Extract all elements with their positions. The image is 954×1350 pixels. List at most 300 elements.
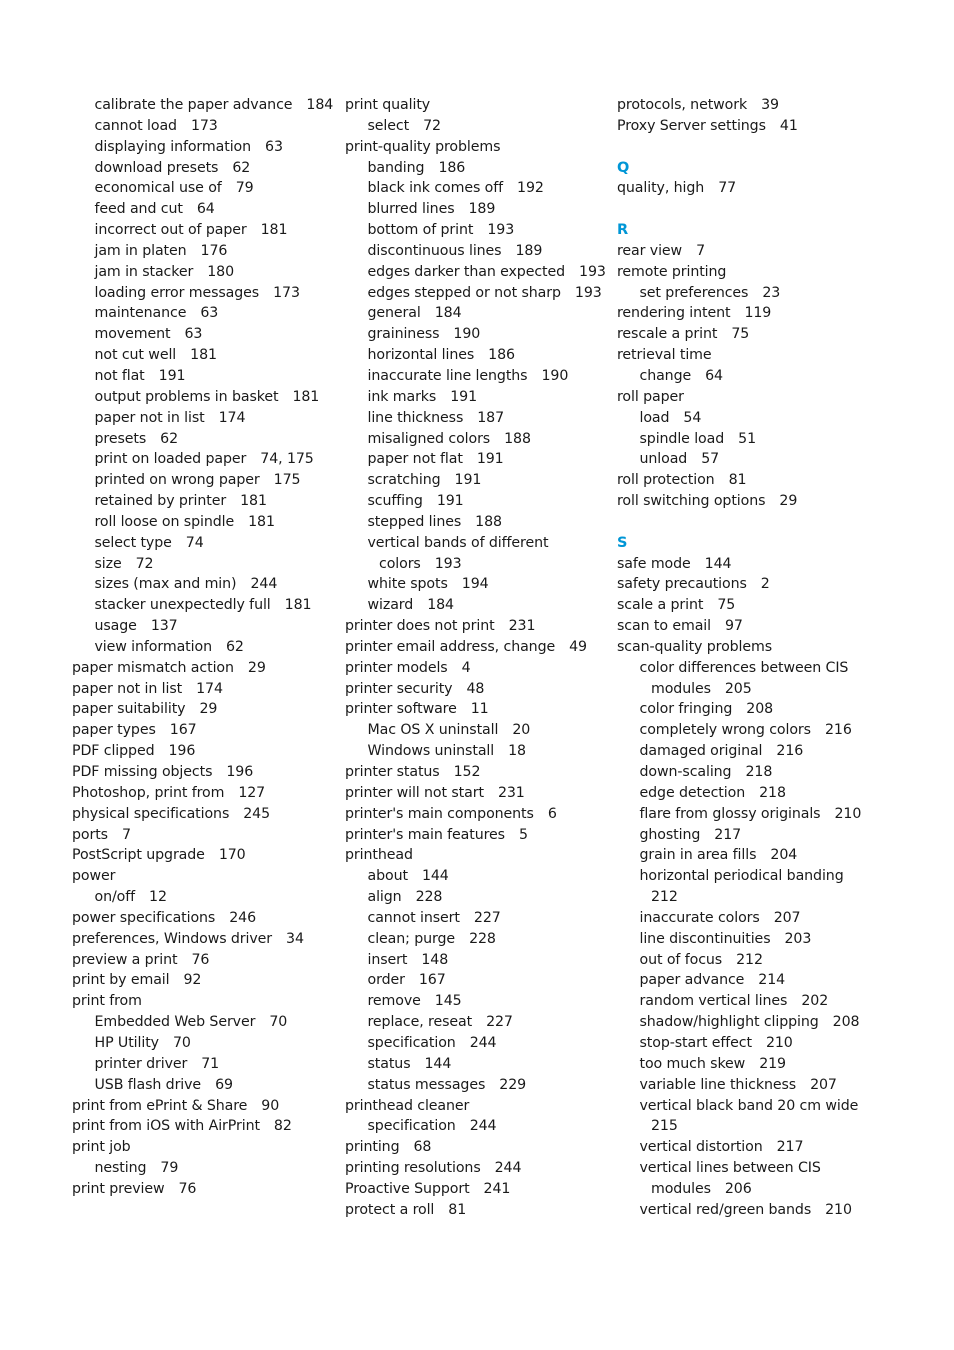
- index-term: print by email: [72, 972, 170, 989]
- index-entry: [72, 616, 332, 637]
- index-entry: [617, 449, 917, 470]
- page-reference-link[interactable]: 245: [243, 805, 271, 822]
- page-reference-link[interactable]: 63: [184, 326, 203, 343]
- index-term: vertical lines between CIS: [639, 1160, 821, 1177]
- page-reference-link[interactable]: 39: [761, 97, 779, 113]
- index-entry: [617, 491, 917, 512]
- index-entry: [617, 470, 917, 491]
- index-term: line thickness: [367, 409, 464, 426]
- page-reference-link[interactable]: 212: [736, 951, 763, 968]
- page-reference-link[interactable]: 62: [160, 430, 178, 447]
- index-entry: [617, 991, 917, 1012]
- index-entry: [617, 429, 917, 450]
- index-entry: [345, 762, 607, 783]
- page-reference-link[interactable]: 204: [770, 847, 798, 864]
- index-entry: [72, 908, 332, 929]
- index-term: ghosting: [639, 826, 701, 843]
- index-term: printer status: [345, 764, 440, 780]
- index-term: preferences, Windows driver: [72, 930, 273, 947]
- page-reference-link[interactable]: 189: [468, 201, 496, 218]
- index-entry: [72, 429, 332, 450]
- page-reference-link[interactable]: 208: [746, 701, 774, 718]
- index-term: PostScript upgrade: [72, 847, 205, 864]
- index-entry: [345, 1075, 607, 1096]
- index-term: select: [367, 117, 410, 134]
- page-reference-link[interactable]: 184: [434, 305, 462, 322]
- page-reference-link[interactable]: 210: [825, 1201, 852, 1218]
- page-reference-link[interactable]: 216: [776, 743, 804, 760]
- page-reference-link[interactable]: 64: [705, 367, 723, 384]
- page-reference-link[interactable]: 62: [232, 159, 251, 176]
- page-reference-link[interactable]: 2: [760, 576, 770, 593]
- page-reference-link[interactable]: 144: [424, 1055, 452, 1072]
- index-entry: [72, 658, 332, 679]
- index-term: roll paper: [617, 388, 684, 405]
- index-term: print on loaded paper: [94, 451, 247, 468]
- index-entry: [345, 1158, 607, 1179]
- page-reference-link[interactable]: 210: [834, 805, 862, 822]
- page-reference-link[interactable]: 210: [765, 1034, 793, 1051]
- index-term: Embedded Web Server: [94, 1014, 256, 1031]
- page-reference-link[interactable]: 71: [201, 1055, 220, 1072]
- index-term: printer software: [345, 701, 457, 718]
- page-reference-link[interactable]: 49: [569, 638, 587, 655]
- index-entry: [617, 783, 917, 804]
- index-term: black ink comes off: [367, 180, 504, 197]
- index-entry: [345, 616, 607, 637]
- index-entry: [345, 804, 607, 825]
- page-reference-link[interactable]: 189: [515, 242, 543, 259]
- index-term: color differences between CIS: [639, 659, 849, 676]
- index-term: PDF missing objects: [72, 764, 213, 780]
- page-reference-link[interactable]: 152: [453, 764, 481, 780]
- page-reference-link[interactable]: 216: [824, 722, 852, 739]
- page-reference-link[interactable]: 207: [773, 909, 801, 926]
- page-reference-link[interactable]: 190: [541, 367, 569, 384]
- index-entry: [72, 637, 332, 658]
- page-reference-link[interactable]: 29: [779, 493, 798, 510]
- index-term: safety precautions: [617, 576, 747, 593]
- page-reference-link[interactable]: 51: [738, 430, 756, 447]
- index-entry: [345, 1012, 607, 1033]
- index-entry: [617, 762, 917, 783]
- index-entry: [72, 470, 332, 491]
- page-reference-link[interactable]: 20: [512, 722, 531, 739]
- page-reference-link[interactable]: 181: [260, 222, 288, 239]
- page-reference-link[interactable]: 76: [191, 951, 210, 968]
- index-term: white spots: [367, 576, 448, 593]
- index-term: flare from glossy originals: [639, 805, 821, 822]
- index-entry: [345, 887, 607, 908]
- page-reference-link[interactable]: 92: [183, 972, 202, 989]
- page-reference-link[interactable]: 64: [196, 201, 215, 218]
- index-entry: [72, 533, 332, 554]
- page-reference-link[interactable]: 70: [269, 1014, 288, 1031]
- page-reference-link[interactable]: 181: [190, 347, 217, 364]
- page-reference-link[interactable]: 81: [448, 1201, 467, 1218]
- page-reference-link[interactable]: 57: [701, 451, 720, 468]
- index-entry: [345, 283, 607, 304]
- page-reference-link[interactable]: 196: [168, 743, 196, 760]
- index-term: change: [639, 367, 692, 384]
- index-term: power specifications: [72, 909, 216, 926]
- index-entry: [72, 324, 332, 345]
- index-section-letter: Q: [617, 159, 630, 176]
- page-reference-link[interactable]: 184: [306, 97, 334, 113]
- index-term: not cut well: [94, 347, 177, 364]
- index-entry: [617, 324, 917, 345]
- index-entry: [617, 178, 917, 199]
- page-reference-link[interactable]: 69: [215, 1076, 233, 1093]
- index-entry: [345, 512, 607, 533]
- index-term: replace, reseat: [367, 1014, 473, 1031]
- index-term: specification: [367, 1034, 456, 1051]
- index-term: loading error messages: [94, 284, 260, 301]
- page-reference-link[interactable]: 228: [415, 889, 443, 906]
- index-entry: [72, 449, 332, 470]
- page-reference-link[interactable]: 72: [135, 555, 154, 572]
- page-reference-link[interactable]: 228: [469, 930, 496, 947]
- page-reference-link[interactable]: 90: [261, 1097, 280, 1114]
- page-reference-link[interactable]: 79: [235, 180, 254, 197]
- page-reference-link[interactable]: 191: [454, 472, 482, 489]
- page-reference-link[interactable]: 184: [427, 597, 454, 614]
- page-reference-link[interactable]: 186: [488, 347, 515, 364]
- index-term: scan-quality problems: [617, 638, 773, 655]
- page-reference-link[interactable]: 231: [508, 618, 536, 635]
- index-entry: [617, 1075, 917, 1096]
- page-reference-link[interactable]: 81: [728, 472, 747, 489]
- page-reference-link[interactable]: 7: [121, 826, 131, 843]
- index-entry: [345, 637, 607, 658]
- index-entry: [617, 679, 917, 700]
- index-entry: [72, 804, 332, 825]
- page-reference-link[interactable]: 188: [504, 430, 531, 447]
- index-term: usage: [94, 618, 137, 635]
- index-entry: [617, 408, 917, 429]
- index-term: graininess: [367, 326, 440, 343]
- index-term: printing: [345, 1139, 400, 1156]
- page-reference-link[interactable]: 181: [284, 597, 312, 614]
- index-entry: [617, 616, 917, 637]
- page-reference-link[interactable]: 246: [229, 909, 257, 926]
- index-term: Photoshop, print from: [72, 784, 225, 801]
- page-reference-link[interactable]: 75: [731, 326, 750, 343]
- page-reference-link[interactable]: 192: [517, 180, 544, 197]
- page-reference-link[interactable]: 208: [832, 1014, 860, 1031]
- page-reference-link[interactable]: 215: [651, 1118, 678, 1135]
- page-reference-link[interactable]: 174: [196, 680, 223, 697]
- page-reference-link[interactable]: 205: [724, 680, 752, 697]
- index-entry: [345, 533, 607, 554]
- index-term: printer driver: [94, 1055, 188, 1072]
- page-reference-link[interactable]: 82: [273, 1118, 292, 1135]
- page-reference-link[interactable]: 191: [158, 367, 186, 384]
- page-reference-link[interactable]: 6: [547, 805, 557, 822]
- page-reference-link[interactable]: 193: [574, 284, 602, 301]
- page-reference-link[interactable]: 196: [226, 764, 254, 780]
- index-term: edges darker than expected: [367, 263, 566, 280]
- page-reference-link[interactable]: 54: [683, 409, 702, 426]
- index-term: set preferences: [639, 284, 749, 301]
- index-entry: [617, 595, 917, 616]
- index-term: printer email address, change: [345, 638, 556, 655]
- index-column-1: [72, 95, 332, 1200]
- index-entry: [72, 762, 332, 783]
- page-reference-link[interactable]: 29: [247, 659, 266, 676]
- index-term: wizard: [367, 597, 414, 614]
- index-entry: [72, 178, 332, 199]
- page-reference-link[interactable]: 145: [434, 993, 462, 1010]
- page-reference-link[interactable]: 244: [469, 1118, 497, 1135]
- index-entry: [72, 991, 332, 1012]
- index-entry: [72, 595, 332, 616]
- page-reference-link[interactable]: 227: [486, 1014, 513, 1031]
- index-term: printing resolutions: [345, 1160, 481, 1177]
- index-term: HP Utility: [94, 1034, 159, 1051]
- page-reference-link[interactable]: 148: [421, 951, 449, 968]
- index-entry: [345, 491, 607, 512]
- index-entry: [72, 741, 332, 762]
- page-reference-link[interactable]: 4: [461, 659, 471, 676]
- index-entry: [72, 283, 332, 304]
- index-term: size: [94, 555, 122, 572]
- page-reference-link[interactable]: 18: [508, 743, 526, 760]
- index-term: rear view: [617, 242, 683, 259]
- index-entry: [72, 825, 332, 846]
- page-reference-link[interactable]: 48: [466, 680, 485, 697]
- index-entry: [617, 825, 917, 846]
- index-term: horizontal lines: [367, 347, 475, 364]
- index-term: preview a print: [72, 951, 178, 968]
- page-reference-link[interactable]: 244: [250, 576, 278, 593]
- page-reference-link[interactable]: 186: [438, 159, 466, 176]
- page-reference-link[interactable]: 227: [473, 909, 501, 926]
- page-reference-link[interactable]: 5: [518, 826, 528, 843]
- page-reference-link[interactable]: 188: [475, 513, 502, 530]
- index-term: incorrect out of paper: [94, 222, 247, 239]
- index-term: sizes (max and min): [94, 576, 237, 593]
- index-term: ports: [72, 826, 108, 843]
- page-reference-link[interactable]: 181: [240, 493, 267, 510]
- index-entry: [72, 303, 332, 324]
- index-column-2: [345, 95, 607, 1221]
- index-term: paper advance: [639, 972, 745, 989]
- index-entry: [345, 950, 607, 971]
- page-reference-link[interactable]: 76: [178, 1180, 197, 1197]
- page-reference-link[interactable]: 212: [651, 889, 678, 906]
- page-reference-link[interactable]: 206: [724, 1180, 752, 1197]
- index-entry: [617, 1179, 917, 1200]
- page-reference-link[interactable]: 127: [238, 784, 266, 801]
- page-reference-link[interactable]: 144: [704, 555, 732, 572]
- index-term: line discontinuities: [639, 930, 771, 947]
- page-reference-link[interactable]: 119: [744, 305, 772, 322]
- page-reference-link[interactable]: 68: [413, 1139, 432, 1156]
- index-term: scuffing: [367, 493, 423, 510]
- index-entry: [345, 408, 607, 429]
- index-entry: [72, 783, 332, 804]
- page-reference-link[interactable]: 191: [476, 451, 504, 468]
- index-term: roll switching options: [617, 493, 766, 510]
- page-reference-link[interactable]: 194: [461, 576, 489, 593]
- index-section-letter: R: [617, 222, 629, 239]
- page-reference-link[interactable]: 207: [810, 1076, 837, 1093]
- index-term: random vertical lines: [639, 993, 788, 1010]
- index-entry: [617, 1033, 917, 1054]
- index-entry: [72, 554, 332, 575]
- index-entry: [345, 1116, 607, 1137]
- index-term: Mac OS X uninstall: [367, 722, 499, 739]
- page-reference-link[interactable]: 7: [696, 242, 705, 259]
- index-term: remove: [367, 993, 421, 1010]
- page-reference-link[interactable]: 75: [717, 597, 736, 614]
- index-term: print from: [72, 993, 142, 1010]
- page-reference-link[interactable]: 144: [421, 868, 449, 885]
- page-reference-link[interactable]: 231: [497, 784, 525, 801]
- page-reference-link[interactable]: 174: [218, 409, 246, 426]
- page-reference-link[interactable]: 187: [477, 409, 505, 426]
- page-reference-link[interactable]: 79: [160, 1160, 179, 1177]
- index-term: print-quality problems: [345, 138, 501, 155]
- index-entry: [617, 262, 917, 283]
- page-reference-link[interactable]: 167: [169, 722, 197, 739]
- index-term: roll protection: [617, 472, 715, 489]
- index-entry: [345, 1033, 607, 1054]
- index-entry: [72, 720, 332, 741]
- index-entry: [345, 303, 607, 324]
- index-term: ink marks: [367, 388, 437, 405]
- page-reference-link[interactable]: 62: [225, 638, 244, 655]
- index-entry: [345, 908, 607, 929]
- page-reference-link[interactable]: 202: [801, 993, 829, 1010]
- page-reference-link[interactable]: 229: [499, 1076, 527, 1093]
- page-reference-link[interactable]: 167: [418, 972, 446, 989]
- index-term: jam in stacker: [94, 263, 194, 280]
- index-term: banding: [367, 159, 425, 176]
- index-term: stacker unexpectedly full: [94, 597, 271, 614]
- index-term: specification: [367, 1118, 456, 1135]
- index-entry: [345, 178, 607, 199]
- index-term: general: [367, 305, 421, 322]
- index-term: load: [639, 409, 670, 426]
- index-entry: [617, 929, 917, 950]
- page-reference-link[interactable]: 180: [207, 263, 235, 280]
- index-entry: [617, 1116, 917, 1137]
- index-term: order: [367, 972, 405, 989]
- index-entry: [345, 1137, 607, 1158]
- index-term: damaged original: [639, 743, 763, 760]
- page-reference-link[interactable]: 74: [185, 534, 204, 551]
- index-term: paper not flat: [367, 451, 463, 468]
- index-section-letter: S: [617, 534, 628, 551]
- page-reference-link[interactable]: 217: [776, 1139, 804, 1156]
- index-term: scan to email: [617, 618, 711, 635]
- index-entry: [345, 1179, 607, 1200]
- index-entry: [617, 1096, 917, 1117]
- index-term: print from ePrint & Share: [72, 1097, 248, 1114]
- page-reference-link[interactable]: 173: [273, 284, 300, 301]
- page-reference-link[interactable]: 193: [434, 555, 462, 572]
- index-entry: [617, 741, 917, 762]
- page-reference-link[interactable]: 218: [759, 784, 786, 801]
- page-reference-link[interactable]: 244: [494, 1160, 522, 1177]
- page-reference-link[interactable]: 63: [200, 305, 219, 322]
- page-reference-link[interactable]: 137: [150, 618, 178, 635]
- page-reference-link[interactable]: 34: [286, 930, 304, 947]
- page-reference-link[interactable]: 244: [469, 1034, 497, 1051]
- page-reference-link[interactable]: 74, 175: [260, 451, 314, 468]
- index-term: Proactive Support: [345, 1180, 470, 1197]
- index-entry: [345, 95, 607, 116]
- page-reference-link[interactable]: 175: [273, 472, 301, 489]
- index-term: vertical black band 20 cm wide: [639, 1097, 859, 1114]
- index-entry: [72, 845, 332, 866]
- page-reference-link[interactable]: 241: [483, 1180, 511, 1197]
- page-reference-link[interactable]: 214: [758, 972, 786, 989]
- index-entry: [72, 1012, 332, 1033]
- page-reference-link[interactable]: 12: [149, 889, 167, 906]
- index-term: stop-start effect: [639, 1034, 752, 1051]
- page-reference-link[interactable]: 191: [450, 388, 477, 405]
- page-reference-link[interactable]: 170: [218, 847, 246, 864]
- page-reference-link[interactable]: 181: [292, 388, 320, 405]
- index-entry: [345, 116, 607, 137]
- page-reference-link[interactable]: 190: [453, 326, 481, 343]
- index-term: view information: [94, 638, 212, 655]
- index-term: print job: [72, 1139, 131, 1156]
- index-entry: [345, 574, 607, 595]
- page-reference-link[interactable]: 29: [199, 701, 218, 718]
- index-entry: [617, 116, 917, 137]
- index-entry: [72, 220, 332, 241]
- page-reference-link[interactable]: 23: [762, 284, 781, 301]
- index-entry: [72, 929, 332, 950]
- page-reference-link[interactable]: 72: [423, 117, 441, 134]
- page-reference-link[interactable]: 181: [248, 513, 275, 530]
- page-reference-link[interactable]: 173: [190, 117, 218, 134]
- page-reference-link[interactable]: 77: [718, 180, 737, 197]
- page-reference-link[interactable]: 176: [200, 242, 228, 259]
- index-term: power: [72, 868, 116, 885]
- index-term: cannot insert: [367, 909, 460, 926]
- index-entry: [617, 908, 917, 929]
- index-term: print from iOS with AirPrint: [72, 1118, 260, 1135]
- page-reference-link[interactable]: 193: [487, 222, 515, 239]
- index-entry: [72, 95, 332, 116]
- page-reference-link[interactable]: 63: [265, 138, 283, 155]
- index-entry: [617, 283, 917, 304]
- page-reference-link[interactable]: 193: [579, 263, 606, 280]
- page-reference-link[interactable]: 219: [759, 1055, 786, 1072]
- page-reference-link[interactable]: 217: [714, 826, 742, 843]
- page-reference-link[interactable]: 203: [784, 930, 812, 947]
- index-entry: [345, 1096, 607, 1117]
- page-reference-link[interactable]: 218: [745, 764, 773, 780]
- index-entry: [72, 199, 332, 220]
- page-reference-link[interactable]: 70: [172, 1034, 191, 1051]
- page-reference-link[interactable]: 191: [436, 493, 464, 510]
- index-term: edge detection: [639, 784, 746, 801]
- index-term: protocols, network: [617, 97, 748, 113]
- index-term: color fringing: [639, 701, 733, 718]
- page-reference-link[interactable]: 41: [779, 117, 798, 134]
- page-reference-link[interactable]: 97: [724, 618, 743, 635]
- page-reference-link[interactable]: 11: [470, 701, 489, 718]
- index-term: rendering intent: [617, 305, 731, 322]
- index-term: status: [367, 1055, 411, 1072]
- index-entry: [617, 1200, 917, 1221]
